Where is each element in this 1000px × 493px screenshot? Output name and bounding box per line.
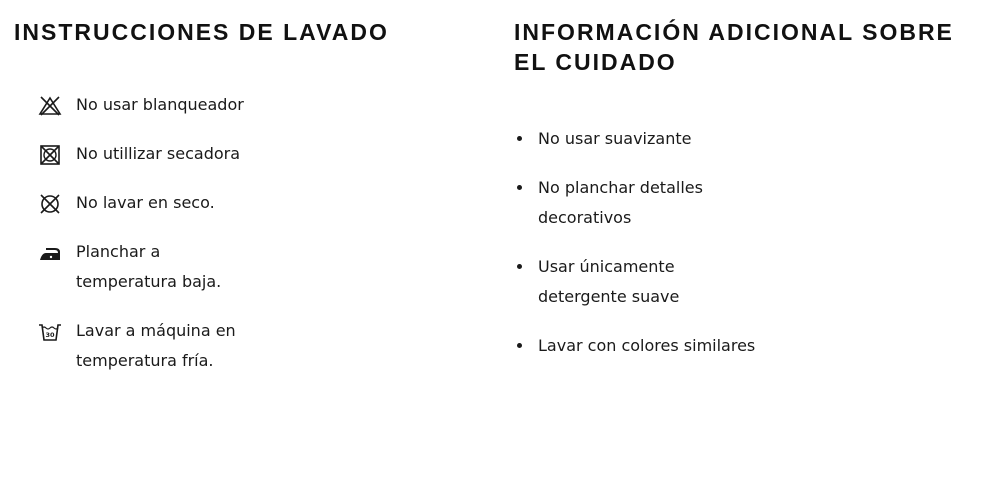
care-item-text: Planchar a temperatura baja. xyxy=(76,242,222,291)
care-item-no-dry-clean xyxy=(38,188,246,218)
list-item-text: Lavar con colores similares xyxy=(538,336,756,355)
list-item-text: Usar únicamente detergente suave xyxy=(538,257,680,306)
wash-instructions-list xyxy=(38,90,246,395)
iron-low-icon xyxy=(38,242,62,264)
care-item-text: Lavar a máquina en temperatura fría. xyxy=(76,321,236,370)
wash-instructions-heading: INSTRUCCIONES DE LAVADO xyxy=(14,19,389,45)
list-item xyxy=(514,124,758,154)
no-dry-clean-icon xyxy=(38,193,62,215)
bullet-icon xyxy=(517,136,522,141)
care-item-text: No lavar en seco. xyxy=(76,193,215,212)
care-item-text: No utillizar secadora xyxy=(76,144,241,163)
additional-care-heading: INFORMACIÓN ADICIONAL SOBRE EL CUIDADO xyxy=(514,19,954,75)
care-item-iron-low xyxy=(38,237,246,297)
no-bleach-icon xyxy=(38,95,62,117)
list-item xyxy=(514,331,758,361)
list-item xyxy=(514,252,758,312)
machine-wash-cold-icon xyxy=(38,321,62,343)
list-item xyxy=(514,173,758,233)
no-tumble-dry-icon xyxy=(38,144,62,166)
wash-temperature-label: 30 xyxy=(45,331,55,339)
care-item-machine-wash xyxy=(38,316,246,376)
care-item-text: No usar blanqueador xyxy=(76,95,244,114)
list-item-text: No usar suavizante xyxy=(538,129,692,148)
bullet-icon xyxy=(517,343,522,348)
care-item-no-bleach xyxy=(38,90,246,120)
care-item-no-tumble-dry xyxy=(38,139,246,169)
bullet-icon xyxy=(517,264,522,269)
additional-care-list xyxy=(514,124,758,380)
bullet-icon xyxy=(517,185,522,190)
list-item-text: No planchar detalles decorativos xyxy=(538,178,703,227)
